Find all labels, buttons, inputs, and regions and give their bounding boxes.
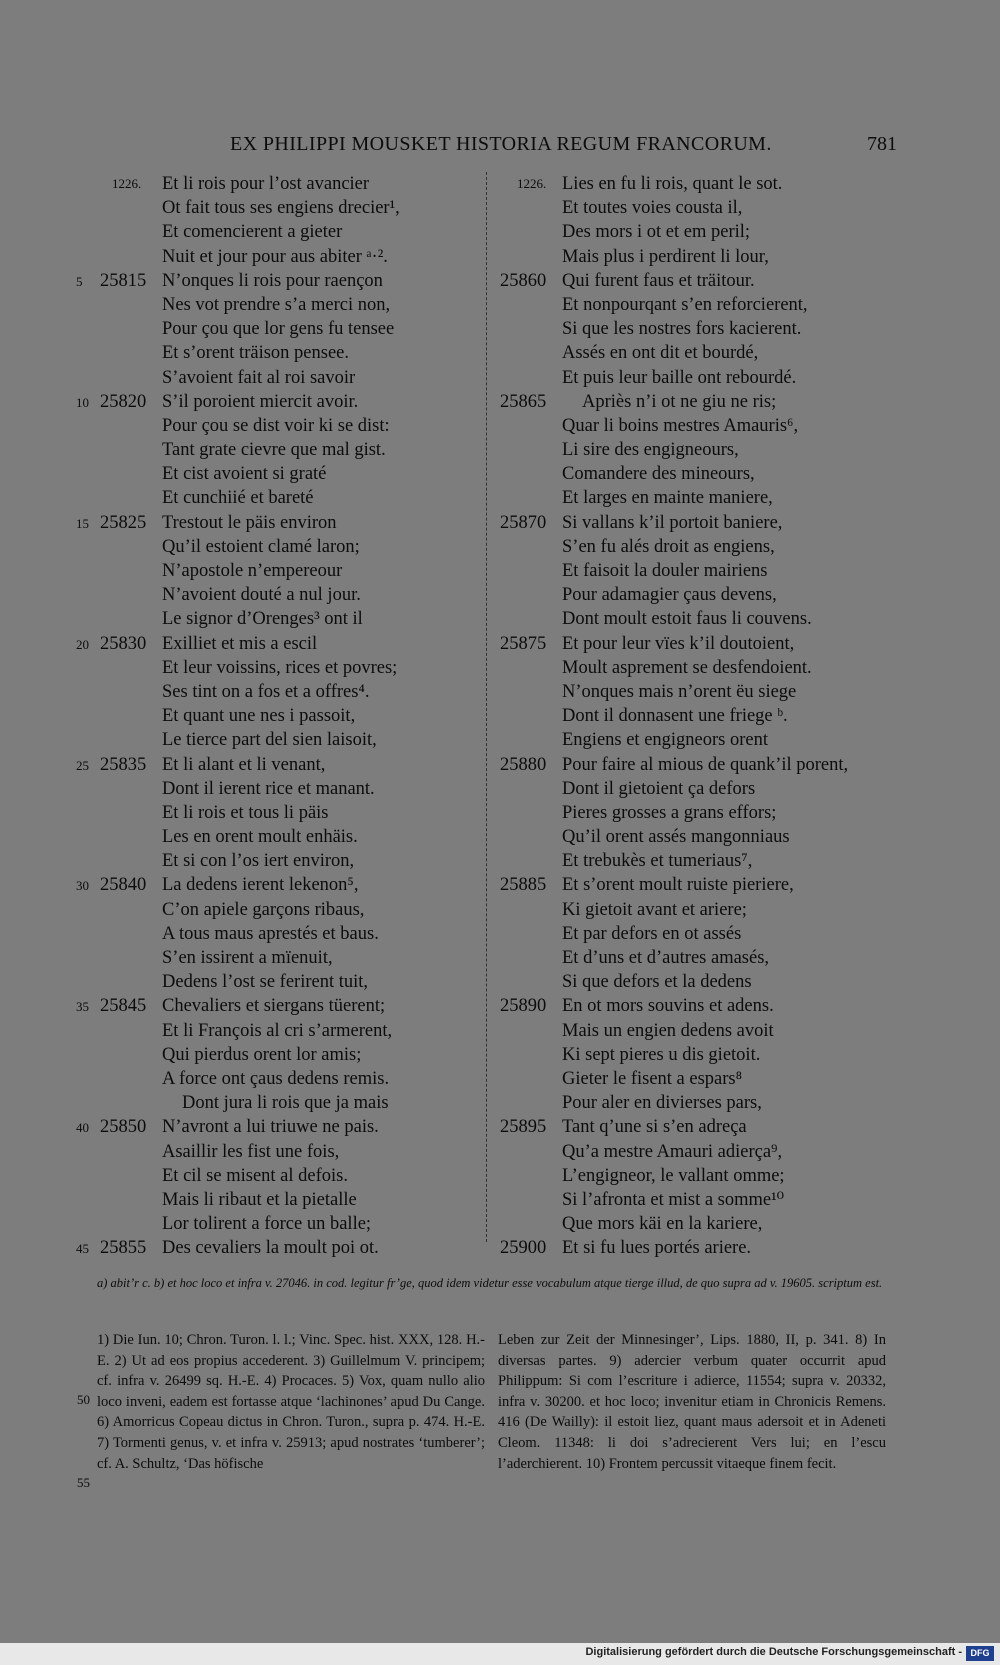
verse-text: Moult asprement se desfendoient. [562,657,812,678]
verse-line [0,293,490,317]
verse-number: 25880 [500,754,547,775]
verse-line [496,704,1000,728]
verse-line [496,898,1000,922]
verse-line [0,946,490,970]
verse-text: En ot mors souvins et adens. [562,996,774,1017]
verse-number: 25855 [100,1238,147,1259]
verse-text: Et d’uns et d’autres amasés, [562,948,770,968]
footnotes-right [498,1330,886,1474]
verse-text: Ot fait tous ses engiens drecier¹, [162,198,400,219]
verse-line [496,1188,1000,1212]
verse-line [0,1067,490,1091]
verse-line [496,1019,1000,1043]
verse-line [496,1091,1000,1115]
verse-text: Qu’a mestre Amauri adierça⁹, [562,1141,783,1162]
verse-text: S’en fu alés droit as engiens, [562,536,775,557]
verse-line [496,922,1000,946]
verse-line [0,1019,490,1043]
verse-text: Dont il donnasent une friege ᵇ. [562,706,788,727]
verse-text: Asaillir les fist une fois, [162,1141,340,1162]
dfg-logo: DFG [966,1646,994,1661]
verse-text: Quar li boins mestres Amauris⁶, [562,415,799,436]
verse-text: Dont jura li rois que ja mais [182,1093,389,1114]
verse-line [0,680,490,704]
verse-text: Pieres grosses a grans effors; [562,802,777,823]
verse-line [496,486,1000,510]
verse-text: Et li alant et li venant, [162,754,326,775]
verse-text: Trestout le päis environ [162,512,337,533]
verse-text: Et nonpourqant s’en reforcierent, [562,294,808,315]
verse-text: Que mors käi en la kariere, [562,1214,763,1235]
verse-line [0,535,490,559]
verse-number: 25885 [500,875,547,896]
verse-text: Mais li ribaut et la pietalle [162,1189,357,1210]
verse-line [0,559,490,583]
running-line-number: 10 [76,394,89,410]
verse-line [496,632,1000,656]
right-verse-column [496,172,1000,1260]
verse-line [0,1212,490,1236]
footnotes-left [97,1330,485,1474]
verse-line [496,390,1000,414]
verse-text: Dedens l’ost se ferirent tuit, [162,972,369,993]
verse-line [496,317,1000,341]
running-line-number: 15 [76,515,89,531]
verse-line [496,801,1000,825]
verse-line [0,801,490,825]
verse-line [496,196,1000,220]
verse-line [496,1212,1000,1236]
verse-line [496,656,1000,680]
verse-line [496,293,1000,317]
verse-line [496,946,1000,970]
verse-line [0,414,490,438]
running-title: EX PHILIPPI MOUSKET HISTORIA REGUM FRANCORUM. [230,133,772,155]
verse-number: 25895 [500,1117,547,1138]
verse-line [496,680,1000,704]
verse-line [0,486,490,510]
verse-text: Mais un engien dedens avoit [562,1020,774,1041]
verse-text: Mais plus i perdirent li lour, [562,246,769,267]
verse-text: Et li rois et tous li päis [162,802,329,823]
verse-line [496,728,1000,752]
verse-text: A tous maus aprestés et baus. [162,923,379,944]
running-line-number: 20 [76,636,89,652]
critical-apparatus: a) abit’r c. b) et hoc loco et infra v. 27046. in cod. legitur fr’ge, quod idem videtur esse vocabulum atque tierge illud, de quo supra ad v. 19605. scriptum est. [97,1276,883,1290]
verse-text: Lies en fu li rois, quant le sot. [562,174,783,194]
verse-line [0,970,490,994]
verse-number: 25860 [500,270,547,291]
verse-line [0,1091,490,1115]
verse-number: 25835 [100,754,147,775]
verse-line [496,245,1000,269]
verse-line [0,922,490,946]
footnote-text: 1) Die Iun. 10; Chron. Turon. l. l.; Vinc. Spec. hist. XXX, 128. H.-E. 2) Ut ad eos propius accederent. 3) Guillelmum V. principem; cf. infra v. 26499 sq. H.-E. 4) Procaces. 5) Vox, quam nullo alio loco inveni, eadem est fortasse atque ‘lachinones’ apud Du Cange. 6) Amorricus Copeau dictus in Chron. Turon., supra p. 474. H.-E. 7) Tormenti genus, v. et infra v. 25913; apud nostrates ‘tumberer’; cf. A. Schultz, ‘Das höfische [97,1332,485,1472]
verse-line [0,632,490,656]
verse-number: 1226. [112,176,142,191]
running-line-number: 40 [76,1120,89,1136]
verse-line [496,462,1000,486]
footer-credit: Digitalisierung gefördert durch die Deutsche Forschungsgemeinschaft - [585,1646,962,1658]
running-line-number: 5 [76,273,83,289]
verse-line [0,269,490,293]
verse-line [0,994,490,1018]
verse-text: Les en orent moult enhäis. [162,827,358,848]
verse-number: 25850 [100,1117,147,1138]
verse-text: Et si con l’os iert environ, [162,851,355,872]
verse-line [496,825,1000,849]
verse-text: Assés en ont dit et bourdé, [562,343,759,364]
verse-text: Et li rois pour l’ost avancier [162,174,370,194]
verse-text: N’onques li rois pour raençon [162,270,383,291]
verse-text: Ki sept pieres u dis gietoit. [562,1044,761,1065]
verse-line [496,607,1000,631]
verse-text: Le tierce part del sien laisoit, [162,730,377,751]
verse-text: N’avront a lui triuwe ne pais. [162,1117,379,1138]
verse-line [0,583,490,607]
verse-line [496,1236,1000,1260]
footnote-line-number: 55 [77,1475,90,1490]
verse-line [0,656,490,680]
verse-text: Ki gietoit avant et ariere; [562,899,747,920]
verse-text: Pour aler en divierses pars, [562,1093,762,1114]
verse-text: Tant q’une si s’en adreça [562,1117,747,1138]
verse-number: 25900 [500,1238,547,1259]
verse-text: Chevaliers et siergans tüerent; [162,996,386,1017]
verse-text: Ses tint on a fos et a offres⁴. [162,681,370,702]
verse-line [0,341,490,365]
footnote-text: Leben zur Zeit der Minnesinger’, Lips. 1880, II, p. 341. 8) In diversas partes. 9) adercier verbum quater occurrit apud Philippum: Si com l’escriture i adierce, 11554; supra v. 20332, infra v. 30200. et hoc loco; invenitur etiam in Chronicis Remens. 416 (De Wailly): il estoit liez, quant maus adersoit et in Adeneti Cleom. 11348: li doi s’adrecierent Vers lui; en l’escu l’aderchierent. 10) Frontem percussit vitaeque finem fecit. [498,1332,886,1472]
running-line-number: 35 [76,999,89,1015]
verse-text: N’onques mais n’orent ëu siege [562,681,797,702]
verse-line [0,728,490,752]
verse-line [0,898,490,922]
verse-line [0,825,490,849]
verse-text: Et cist avoient si graté [162,464,327,485]
footnote-line-number: 50 [77,1392,90,1407]
verse-line [496,438,1000,462]
verse-text: Li sire des engigneours, [562,440,739,461]
verse-text: Qu’il orent assés mangonniaus [562,827,790,848]
verse-line [496,1140,1000,1164]
verse-number: 25845 [100,996,147,1017]
verse-line [496,1115,1000,1139]
verse-line [496,753,1000,777]
verse-text: S’avoient fait al roi savoir [162,367,356,388]
verse-line [496,970,1000,994]
verse-text: Dont il ierent rice et manant. [162,778,375,799]
verse-number: 25865 [500,391,547,412]
verse-text: Et larges en mainte maniere, [562,488,773,509]
verse-text: Et li François al cri s’armerent, [162,1020,393,1041]
left-verse-column [0,172,490,1260]
verse-number: 25820 [100,391,147,412]
verse-text: N’avoient douté a nul jour. [162,585,361,606]
verse-line [496,849,1000,873]
verse-text: Gieter le fisent a espars⁸ [562,1068,743,1089]
verse-text: Et faisoit la douler mairiens [562,561,768,581]
verse-number: 1226. [517,176,547,191]
verse-text: Et quant une nes i passoit, [162,706,356,727]
verse-line [0,1188,490,1212]
verse-line [496,341,1000,365]
verse-number: 25840 [100,875,147,896]
verse-line [0,849,490,873]
verse-text: Pour adamagier çaus devens, [562,585,777,606]
verse-line [0,317,490,341]
verse-text: Des cevaliers la moult poi ot. [162,1238,379,1259]
verse-line [496,535,1000,559]
verse-line [0,607,490,631]
verse-line [0,1140,490,1164]
verse-text: Qui furent faus et träitour. [562,270,755,291]
verse-line [496,172,1000,196]
verse-line [0,438,490,462]
verse-line [0,1164,490,1188]
verse-text: Si que defors et la dedens [562,972,752,993]
verse-text: Si l’afronta et mist a somme¹⁰ [562,1189,785,1210]
page-header [0,133,1000,159]
verse-line [0,873,490,897]
verse-text: Et pour leur vïes k’il doutoient, [562,633,795,654]
verse-line [496,414,1000,438]
verse-line [496,777,1000,801]
verse-text: N’apostole n’empereour [162,561,343,581]
running-line-number: 30 [76,878,89,894]
verse-number: 25825 [100,512,147,533]
verse-number: 25830 [100,633,147,654]
verse-line [496,220,1000,244]
verse-line [496,511,1000,535]
verse-line [0,172,490,196]
verse-line [496,1067,1000,1091]
verse-number: 25890 [500,996,547,1017]
digitization-footer [0,1643,1000,1665]
verse-text: Et par defors en ot assés [562,923,742,944]
verse-text: Exilliet et mis a escil [162,633,318,654]
verse-line [496,994,1000,1018]
verse-line [496,269,1000,293]
verse-text: Nuit et jour pour aus abiter ᵃ·². [162,246,388,267]
verse-text: Engiens et engigneors orent [562,730,769,751]
verse-text: A force ont çaus dedens remis. [162,1068,390,1089]
verse-line [0,1043,490,1067]
verse-text: Et leur voissins, rices et povres; [162,657,398,678]
verse-line [0,245,490,269]
verse-text: Et toutes voies cousta il, [562,198,743,219]
verse-line [0,390,490,414]
verse-text: Lor tolirent a force un balle; [162,1214,372,1235]
verse-line [0,753,490,777]
verse-text: Et cunchiié et bareté [162,488,314,509]
verse-text: Si vallans k’il portoit baniere, [562,512,783,533]
verse-text: La dedens ierent lekenon⁵, [162,875,359,896]
verse-text: Pour çou que lor gens fu tensee [162,319,395,340]
verse-text: Comandere des mineours, [562,464,755,485]
verse-number: 25815 [100,270,147,291]
verse-text: Nes vot prendre s’a merci non, [162,294,391,315]
verse-line [0,1236,490,1260]
verse-text: Pour faire al mious de quank’il porent, [562,754,849,775]
verse-text: Dont moult estoit faus li couvens. [562,609,812,630]
verse-line [0,462,490,486]
verse-number: 25875 [500,633,547,654]
verse-text: Et s’orent moult ruiste pieriere, [562,875,794,896]
verse-line [496,873,1000,897]
running-line-number: 25 [76,757,89,773]
verse-text: Et si fu lues portés ariere. [562,1238,752,1259]
verse-line [0,511,490,535]
verse-line [496,1164,1000,1188]
verse-line [0,366,490,390]
verse-line [0,704,490,728]
verse-line [0,220,490,244]
verse-text: Le signor d’Orenges³ ont il [162,609,363,630]
verse-text: Et s’orent träison pensee. [162,343,349,364]
verse-text: L’engigneor, le vallant omme; [562,1165,785,1186]
verse-line [496,366,1000,390]
verse-text: Et comencierent a gieter [162,222,343,243]
page-number: 781 [867,133,897,155]
verse-text: C’on apiele garçons ribaus, [162,899,365,920]
verse-text: Et puis leur baille ont rebourdé. [562,367,797,388]
verse-text: Et trebukès et tumeriaus⁷, [562,851,753,872]
verse-text: Et cil se misent al defois. [162,1165,348,1186]
verse-line [496,583,1000,607]
running-line-number: 45 [76,1241,89,1257]
verse-text: Qui pierdus orent lor amis; [162,1044,362,1065]
verse-text: S’il poroient miercit avoir. [162,391,359,412]
verse-text: Apriès n’i ot ne giu ne ris; [582,391,777,412]
verse-line [496,559,1000,583]
verse-text: Tant grate cievre que mal gist. [162,440,386,461]
verse-line [0,1115,490,1139]
verse-line [0,777,490,801]
verse-line [496,1043,1000,1067]
verse-text: Si que les nostres fors kacierent. [562,319,802,340]
verse-text: Dont il gietoient ça defors [562,778,756,799]
verse-number: 25870 [500,512,547,533]
verse-line [0,196,490,220]
verse-text: Des mors i ot et em peril; [562,222,751,243]
verse-text: S’en issirent a mïenuit, [162,948,333,968]
verse-text: Qu’il estoient clamé laron; [162,536,360,557]
verse-text: Pour çou se dist voir ki se dist: [162,415,390,436]
